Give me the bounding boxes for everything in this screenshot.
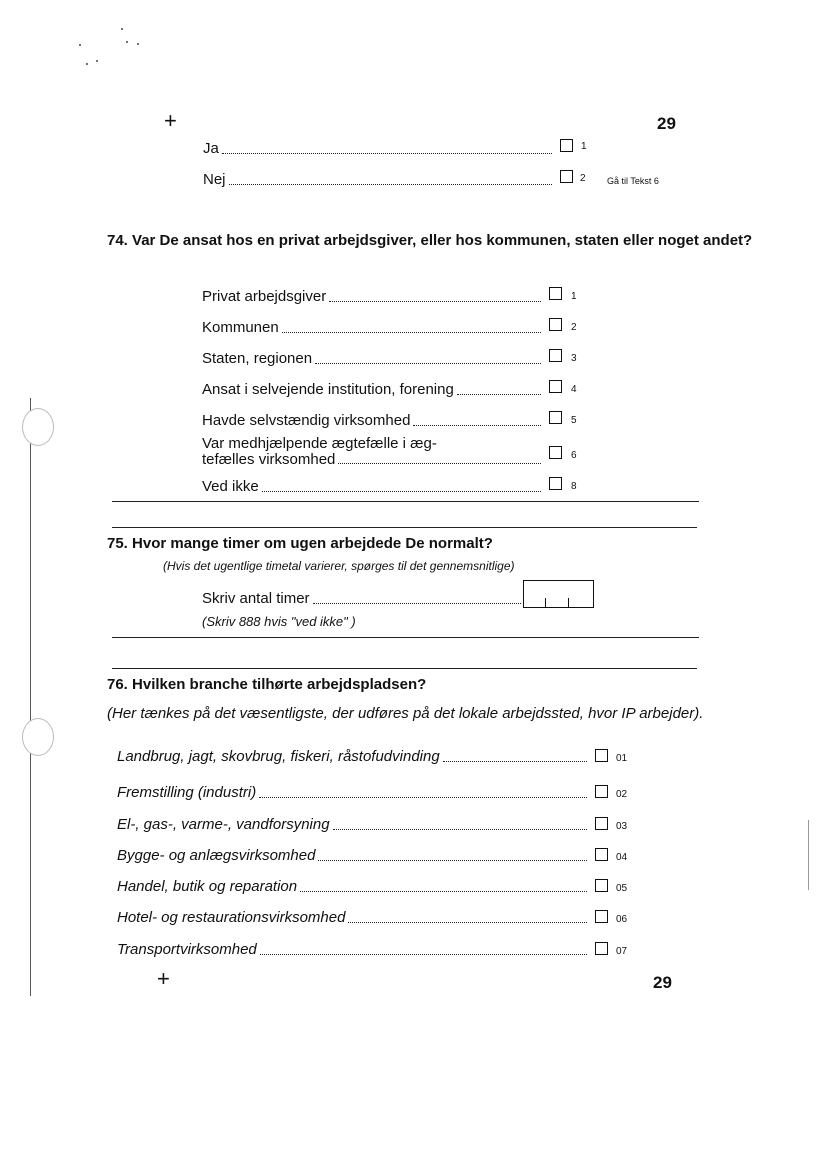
- option-label: Landbrug, jagt, skovbrug, fiskeri, råstofudvinding: [117, 748, 440, 765]
- punch-hole: [22, 718, 54, 756]
- scan-edge-line: [808, 820, 809, 890]
- leader-dots: [222, 152, 552, 154]
- option-label: Fremstilling (industri): [117, 784, 257, 801]
- option-label: Ved ikke: [202, 478, 259, 495]
- option-row: [117, 816, 590, 834]
- option-label: El-, gas-, varme-, vandforsyning: [117, 816, 330, 833]
- binding-line: [30, 398, 31, 996]
- checkbox[interactable]: [595, 785, 608, 798]
- leader-dots: [348, 921, 587, 923]
- option-row: [117, 847, 590, 865]
- answer-code: 2: [571, 322, 577, 333]
- option-label: Staten, regionen: [202, 350, 313, 367]
- option-label-line2: tefælles virksomhed: [202, 451, 336, 468]
- leader-dots: [260, 953, 587, 955]
- checkbox[interactable]: [549, 287, 562, 300]
- option-row: [202, 478, 544, 496]
- checkbox[interactable]: [595, 942, 608, 955]
- checkbox[interactable]: [549, 349, 562, 362]
- checkbox-ja[interactable]: [560, 139, 573, 152]
- checkbox[interactable]: [595, 879, 608, 892]
- checkbox[interactable]: [549, 446, 562, 459]
- option-label: Hotel- og restaurationsvirksomhed: [117, 909, 346, 926]
- option-label: Ansat i selvejende institution, forening: [202, 381, 454, 398]
- answer-code: 6: [571, 450, 577, 461]
- leader-dots: [413, 424, 541, 426]
- option-row: [202, 381, 544, 399]
- leader-dots: [259, 796, 587, 798]
- page-number-bottom: 29: [653, 973, 672, 992]
- option-row: [117, 784, 590, 802]
- section-divider: [112, 668, 697, 669]
- section-divider: [112, 527, 697, 528]
- scan-speck: [121, 28, 123, 30]
- option-label: Privat arbejdsgiver: [202, 288, 327, 305]
- answer-code: 05: [616, 883, 628, 894]
- section-divider: [112, 637, 699, 638]
- checkbox[interactable]: [549, 411, 562, 424]
- option-nej: [203, 171, 555, 189]
- checkbox-nej[interactable]: [560, 170, 573, 183]
- checkbox[interactable]: [549, 318, 562, 331]
- leader-dots: [329, 300, 541, 302]
- option-label: Transportvirksomhed: [117, 941, 257, 958]
- answer-code: 4: [571, 384, 577, 395]
- scan-speck: [96, 60, 98, 62]
- leader-dots: [282, 331, 541, 333]
- option-row: [117, 909, 590, 927]
- leader-dots: [457, 393, 541, 395]
- answer-code: 5: [571, 415, 577, 426]
- option-row: [202, 412, 544, 430]
- option-row: [117, 878, 590, 896]
- section-divider: [112, 501, 699, 502]
- field-label: Skriv antal timer: [202, 590, 310, 607]
- leader-dots: [262, 490, 541, 492]
- option-label: Handel, butik og reparation: [117, 878, 298, 895]
- leader-dots: [313, 602, 521, 604]
- option-row: [202, 350, 544, 368]
- leader-dots: [318, 859, 587, 861]
- leader-dots: [315, 362, 541, 364]
- scan-speck: [79, 44, 81, 46]
- checkbox[interactable]: [595, 817, 608, 830]
- option-label-line1: Var medhjælpende ægtefælle i æg-: [202, 435, 437, 452]
- checkbox[interactable]: [595, 910, 608, 923]
- option-label: Kommunen: [202, 319, 279, 336]
- question-76: 76. Hvilken branche tilhørte arbejdspladsen?: [107, 676, 427, 693]
- checkbox[interactable]: [549, 380, 562, 393]
- option-label: Nej: [203, 171, 226, 188]
- option-row: [117, 748, 590, 766]
- answer-code: 3: [571, 353, 577, 364]
- scan-speck: [126, 41, 128, 43]
- answer-code: 8: [571, 481, 577, 492]
- scan-speck: [86, 63, 88, 65]
- answer-code: 04: [616, 852, 628, 863]
- answer-code: 2: [580, 173, 586, 184]
- answer-code: 01: [616, 753, 628, 764]
- option-row: [202, 319, 544, 337]
- option-label: Ja: [203, 140, 219, 157]
- page-number-top: 29: [657, 114, 676, 133]
- question-instruction: (Hvis det ugentlige timetal varierer, spørges til det gennemsnitlige): [163, 559, 515, 573]
- checkbox[interactable]: [595, 749, 608, 762]
- hours-hint: (Skriv 888 hvis "ved ikke" ): [202, 614, 356, 629]
- digit-separator: [568, 598, 569, 607]
- checkbox[interactable]: [595, 848, 608, 861]
- answer-code: 07: [616, 946, 628, 957]
- hours-field-row: [202, 590, 524, 608]
- leader-dots: [338, 462, 541, 464]
- leader-dots: [333, 828, 587, 830]
- question-75: 75. Hvor mange timer om ugen arbejdede De normalt?: [107, 535, 493, 552]
- answer-code: 1: [581, 141, 587, 152]
- leader-dots: [300, 890, 587, 892]
- digit-separator: [545, 598, 546, 607]
- option-label: Havde selvstændig virksomhed: [202, 412, 411, 429]
- registration-mark-bottom: +: [157, 966, 170, 991]
- skip-instruction: Gå til Tekst 6: [607, 176, 659, 186]
- answer-code: 02: [616, 789, 628, 800]
- answer-code: 06: [616, 914, 628, 925]
- checkbox[interactable]: [549, 477, 562, 490]
- option-label: Bygge- og anlægsvirksomhed: [117, 847, 316, 864]
- hours-input-box[interactable]: [523, 580, 594, 608]
- scan-speck: [137, 43, 139, 45]
- option-row: [202, 288, 544, 306]
- option-row-two-line: [202, 436, 544, 468]
- option-row: [117, 941, 590, 959]
- question-instruction: (Her tænkes på det væsentligste, der udføres på det lokale arbejdssted, hvor IP arbejder).: [107, 705, 704, 722]
- punch-hole: [22, 408, 54, 446]
- leader-dots: [229, 183, 552, 185]
- answer-code: 1: [571, 291, 577, 302]
- registration-mark-top: +: [164, 108, 177, 133]
- question-74: 74. Var De ansat hos en privat arbejdsgiver, eller hos kommunen, staten eller noget andet?: [107, 232, 753, 249]
- answer-code: 03: [616, 821, 628, 832]
- option-ja: [203, 140, 555, 158]
- leader-dots: [443, 760, 587, 762]
